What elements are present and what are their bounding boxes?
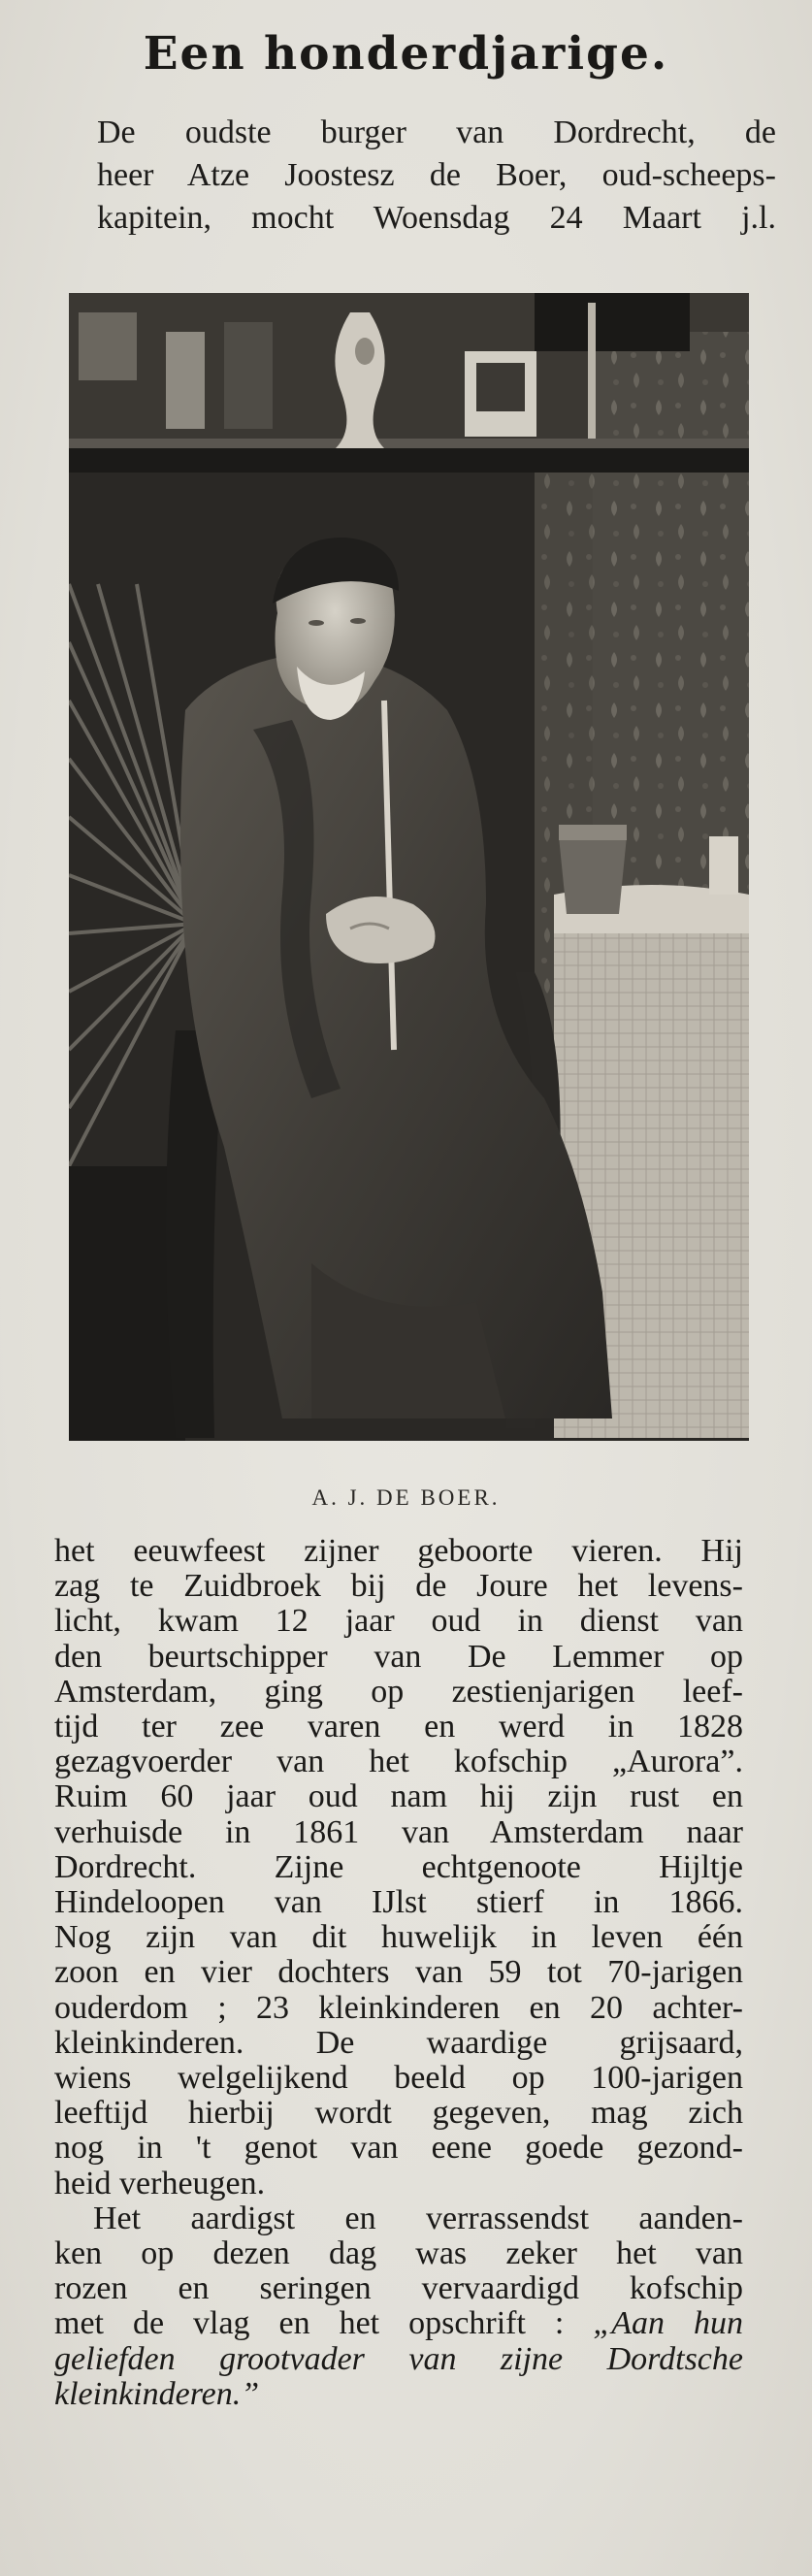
- article-title: Een honderdjarige.: [143, 27, 669, 81]
- quote-line: geliefden grootvader van zijne Dordtsche: [54, 2340, 743, 2377]
- body-line: Hindeloopen van IJlst stierf in 1866.: [54, 1884, 743, 1921]
- article-body: [54, 1534, 743, 2412]
- body-line: Amsterdam, ging op zestienjarigen leef-: [54, 1673, 743, 1710]
- intro-line: De oudste burger van Dordrecht, de: [97, 114, 776, 150]
- paragraph-line: rozen en seringen vervaardigd kofschip: [54, 2270, 743, 2307]
- photo-caption: A. J. DE BOER.: [311, 1485, 501, 1510]
- body-line: den beurtschipper van De Lemmer op: [54, 1638, 743, 1675]
- body-line: licht, kwam 12 jaar oud in dienst van: [54, 1603, 743, 1640]
- article-intro: [97, 112, 776, 240]
- body-line: zag te Zuidbroek bij de Joure het levens-: [54, 1568, 743, 1605]
- body-line: Ruim 60 jaar oud nam hij zijn rust en: [54, 1778, 743, 1815]
- portrait-illustration: [69, 293, 749, 1441]
- body-line: heid verheugen.: [54, 2165, 266, 2201]
- body-line: kleinkinderen. De waardige grijsaard,: [54, 2024, 743, 2061]
- body-line: wiens welgelijkend beeld op 100-jarigen: [54, 2060, 743, 2097]
- portrait-photo: [69, 293, 749, 1441]
- paragraph-line: Het aardigst en verrassendst aanden-: [93, 2200, 743, 2236]
- body-line: tijd ter zee varen en werd in 1828: [54, 1709, 743, 1745]
- paragraph-line: ken op dezen dag was zeker het van: [54, 2235, 743, 2272]
- body-line: Nog zijn van dit huwelijk in leven één: [54, 1919, 743, 1956]
- body-line: leeftijd hierbij wordt gegeven, mag zich: [54, 2095, 743, 2132]
- quote-text: „Aan hun: [593, 2305, 743, 2342]
- body-line: het eeuwfeest zijner geboorte vieren. Hij: [54, 1533, 743, 1569]
- body-line: zoon en vier dochters van 59 tot 70-jarigen: [54, 1954, 743, 1991]
- intro-line: heer Atze Joostesz de Boer, oud-scheeps-: [97, 157, 776, 193]
- intro-line: kapitein, mocht Woensdag 24 Maart j.l.: [97, 200, 776, 236]
- body-line: gezagvoerder van het kofschip „Aurora”.: [54, 1744, 743, 1780]
- quote-line: kleinkinderen.”: [54, 2375, 260, 2412]
- paragraph-text: met de vlag en het opschrift :: [54, 2305, 594, 2342]
- body-line: ouderdom ; 23 kleinkinderen en 20 achter-: [54, 1989, 743, 2026]
- paragraph-line-with-quote: [54, 2306, 743, 2341]
- body-line: nog in 't genot van eene goede gezond-: [54, 2130, 743, 2167]
- body-line: verhuisde in 1861 van Amsterdam naar: [54, 1813, 743, 1850]
- body-line: Dordrecht. Zijne echtgenoote Hijltje: [54, 1848, 743, 1885]
